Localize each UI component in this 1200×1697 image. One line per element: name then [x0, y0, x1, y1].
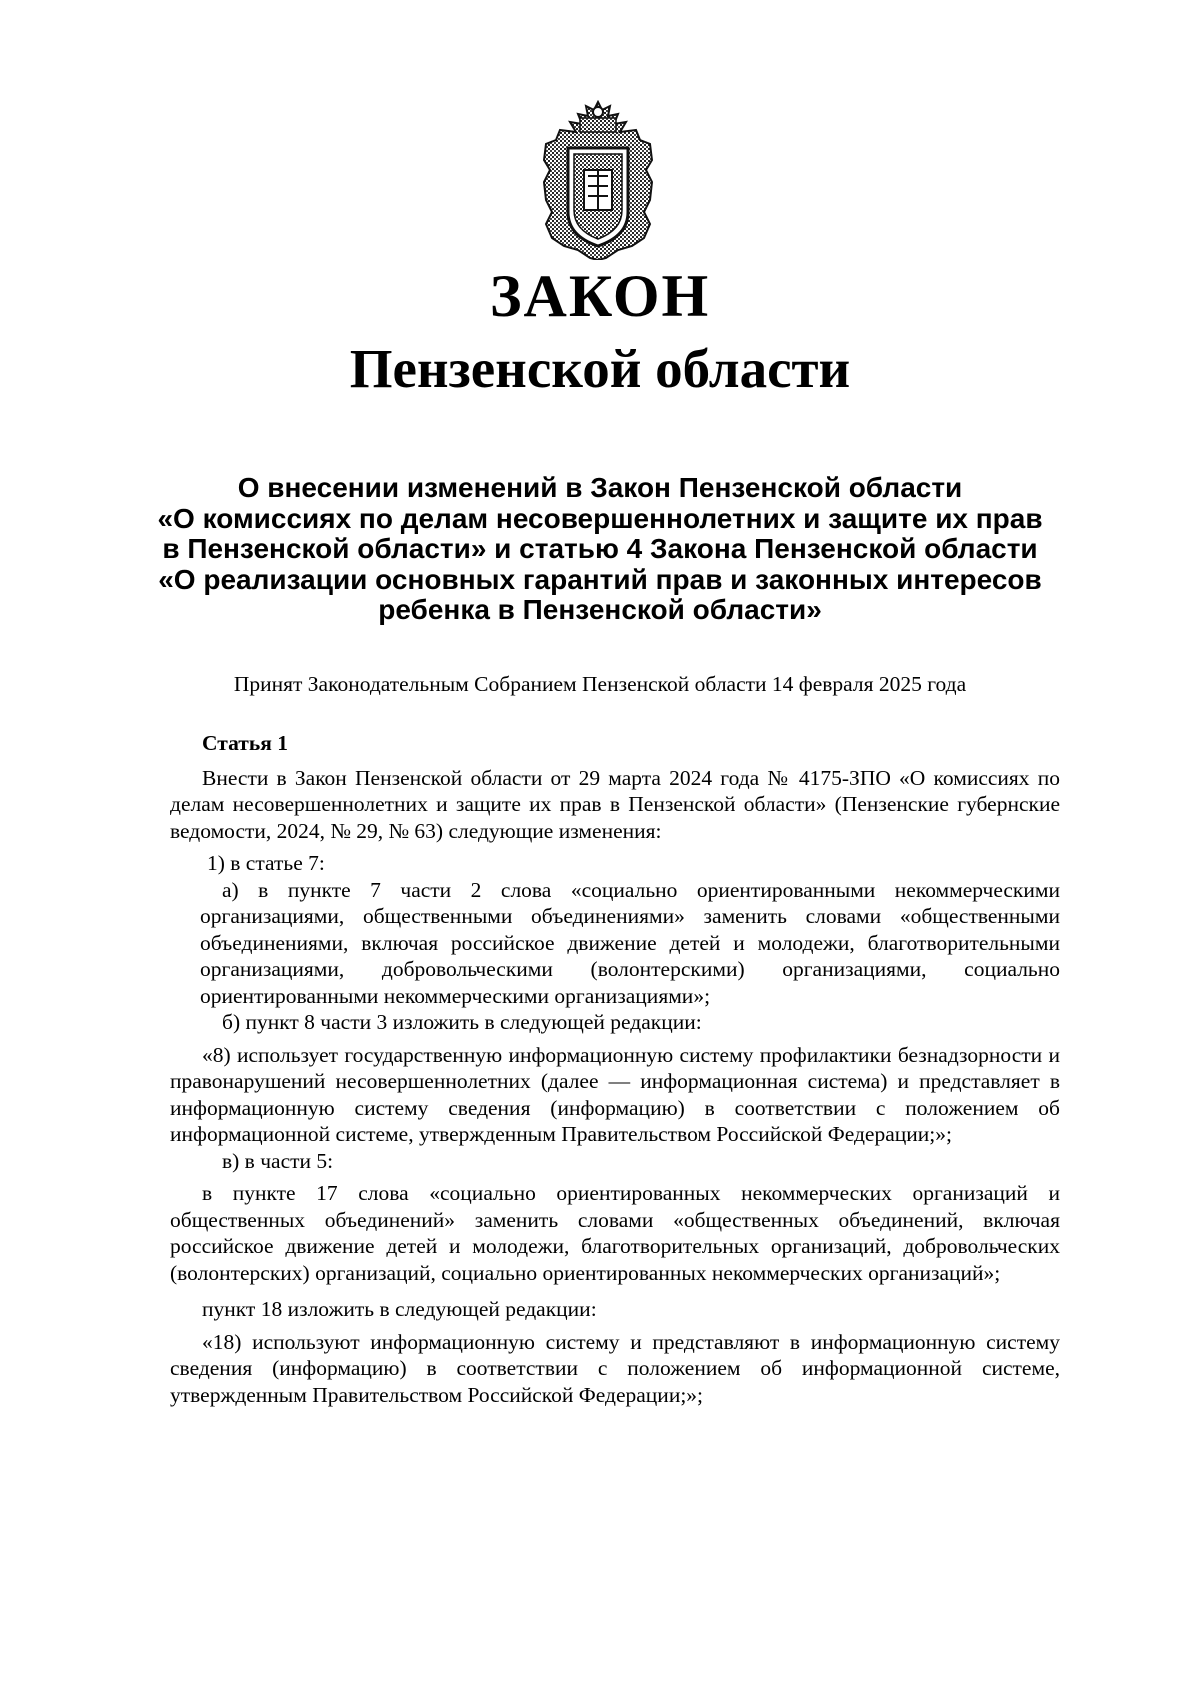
paragraph-18-intro: пункт 18 изложить в следующей редакции:	[202, 1297, 597, 1321]
sub-item-a: а) в пункте 7 части 2 слова «социально ориентированными некоммерческими организациями, общественными объединениями» заменить словами «общественными объединениями, включая российское движение детей и молодежи, благотворительными организациями, добровольческими (волонтерскими) организациями, социально ориентированными некоммерческими организациями»;	[200, 877, 1060, 1008]
paragraph-17: в пункте 17 слова «социально ориентированных некоммерческих организаций и общественных объединений» заменить словами «общественных объединений, включая российское движение детей и молодежи, благотворительных организаций, добровольческих (волонтерских) организаций, социально ориентированных некоммерческих организаций»;	[170, 1181, 1060, 1285]
subject-line: О внесении изменений в Закон Пензенской области	[237, 472, 963, 503]
subject-line: ребенка в Пензенской области»	[378, 594, 822, 625]
quote-item-18: «18) используют информационную систему и представляют в информационную систему сведения (информацию) в соответствии с положением об информационной системе, утвержденным Правительством Российской Федерации;»;	[170, 1329, 1060, 1407]
list-item-1: 1) в статье 7:	[207, 851, 325, 875]
quote-item-8: «8) использует государственную информационную систему профилактики безнадзорности и правонарушений несовершеннолетних (далее — информационная система) и представляет в информационную систему сведения (информацию) в соответствии с положением об информационной системе, утвержденным Правительством Российской Федерации;»;	[170, 1042, 1060, 1146]
article-heading: Статья 1	[202, 731, 288, 755]
law-body	[170, 730, 1060, 1408]
sub-item-v: в) в части 5:	[222, 1148, 334, 1173]
subject-line: «О комиссиях по делам несовершеннолетних и защите их прав	[157, 502, 1043, 534]
law-title: ЗАКОН	[489, 263, 711, 329]
law-subject	[0, 473, 1200, 626]
coat-of-arms-icon	[540, 100, 656, 260]
article-intro: Внести в Закон Пензенской области от 29 марта 2024 года № 4175-ЗПО «О комиссиях по делам несовершеннолетних и защите их прав в Пензенской области» (Пензенские губернские ведомости, 2024, № 29, № 63) следующие изменения:	[170, 765, 1060, 843]
law-region: Пензенской области	[349, 338, 851, 399]
subject-line: в Пензенской области» и статью 4 Закона Пензенской области	[162, 533, 1038, 564]
subject-line: «О реализации основных гарантий прав и законных интересов	[158, 563, 1042, 595]
sub-item-b: б) пункт 8 части 3 изложить в следующей редакции:	[222, 1010, 702, 1034]
adoption-note: Принят Законодательным Собранием Пензенской области 14 февраля 2025 года	[233, 672, 967, 696]
